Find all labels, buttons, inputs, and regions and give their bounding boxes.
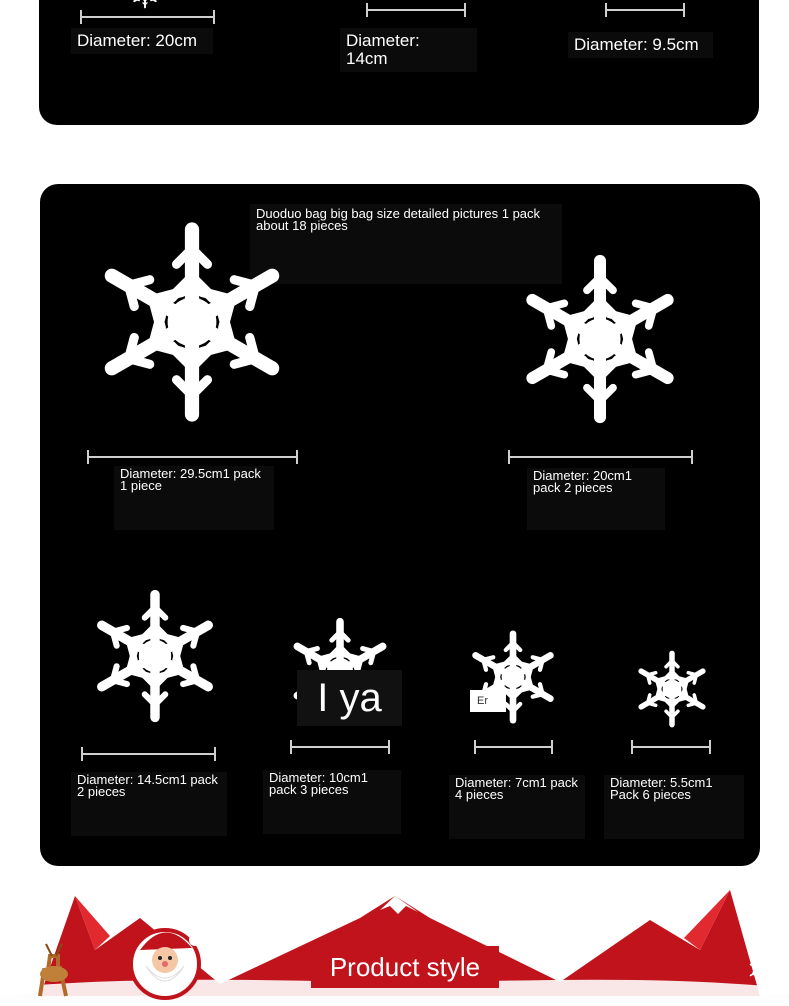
ruler-20cm <box>80 10 215 24</box>
ruler-14cm <box>366 3 466 17</box>
ruler-9-5cm <box>605 3 685 17</box>
diameter-label-14cm: Diameter: 14cm <box>340 28 477 72</box>
ruler-5-5cm <box>631 740 711 754</box>
snowflake-icon <box>628 642 716 736</box>
snowflake-icon <box>80 200 304 444</box>
snowflake-icon <box>505 236 695 442</box>
product-style-title: Product style <box>311 946 499 988</box>
santa-icon <box>131 930 201 998</box>
ruler-10cm <box>290 740 390 754</box>
diameter-label-20cm: Diameter: 20cm <box>71 28 213 54</box>
ruler-20cm-b <box>508 450 693 464</box>
diameter-label-9-5cm: Diameter: 9.5cm <box>568 32 713 58</box>
diameter-label-5-5cm: Diameter: 5.5cm1 Pack 6 pieces <box>604 775 744 839</box>
overlay-text: I ya <box>297 670 402 726</box>
diameter-label-29-5cm: Diameter: 29.5cm1 pack 1 piece <box>114 466 274 530</box>
diameter-label-20cm-b: Diameter: 20cm1 pack 2 pieces <box>527 468 665 530</box>
small-tag: Er <box>470 690 506 712</box>
snowflake-icon <box>80 575 230 737</box>
diameter-label-7cm: Diameter: 7cm1 pack 4 pieces <box>449 775 585 839</box>
ruler-7cm <box>474 740 553 754</box>
ruler-29-5cm <box>87 450 298 464</box>
ruler-14-5cm <box>81 747 216 761</box>
snowflake-icon <box>460 620 566 734</box>
snowflake-icon <box>130 0 160 10</box>
detail-title: Duoduo bag big bag size detailed pictures 1 pack about 18 pieces <box>250 204 562 284</box>
diameter-label-10cm: Diameter: 10cm1 pack 3 pieces <box>263 770 401 834</box>
diameter-label-14-5cm: Diameter: 14.5cm1 pack 2 pieces <box>71 772 227 836</box>
